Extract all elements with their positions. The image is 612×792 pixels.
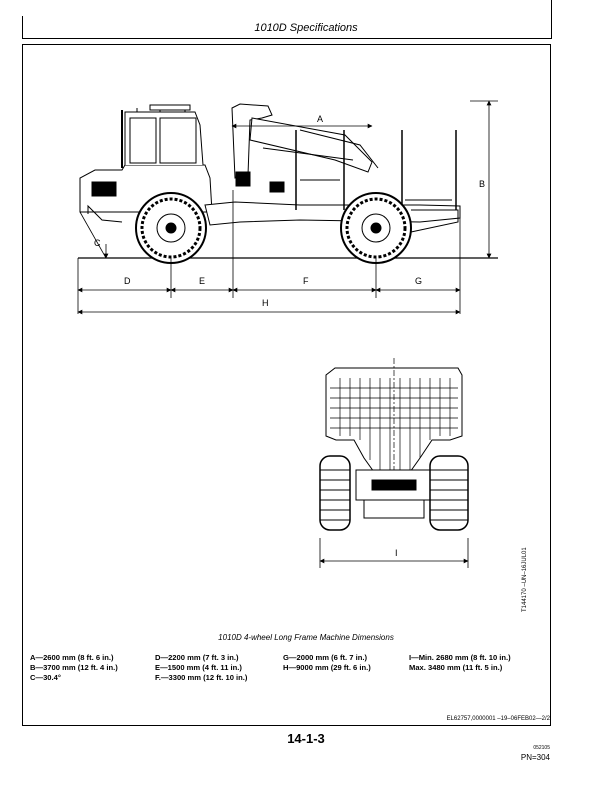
pn-number: PN=304 — [520, 753, 550, 762]
specs-column-2 — [155, 653, 247, 683]
dim-label-a: A — [317, 114, 324, 124]
dim-label-c: C — [94, 238, 101, 248]
spec-a: A—2600 mm (8 ft. 6 in.) — [30, 653, 114, 662]
dim-label-e: E — [199, 276, 206, 286]
specs-column-4 — [409, 653, 511, 673]
spec-e: E—1500 mm (4 ft. 11 in.) — [155, 663, 242, 672]
dim-label-g: G — [415, 276, 423, 286]
top-view-right-tire — [430, 456, 468, 530]
page-header-title: 1010D Specifications — [254, 22, 358, 34]
page-number: 14-1-3 — [287, 731, 325, 746]
dim-label-h: H — [262, 298, 269, 308]
figure-caption: 1010D 4-wheel Long Frame Machine Dimensions — [218, 633, 394, 642]
dim-label-f: F — [303, 276, 309, 286]
specs-column-3 — [283, 653, 371, 673]
spec-d: D—2200 mm (7 ft. 3 in.) — [155, 653, 239, 662]
dim-label-d: D — [124, 276, 131, 286]
spec-b: B—3700 mm (12 ft. 4 in.) — [30, 663, 118, 672]
small-code: 052105 — [533, 745, 550, 751]
spec-g: G—2000 mm (6 ft. 7 in.) — [283, 653, 367, 662]
spec-f: F.—3300 mm (12 ft. 10 in.) — [155, 673, 248, 682]
side-view-drawing — [78, 104, 498, 263]
rear-wheel — [341, 193, 411, 263]
spec-i-min: I—Min. 2680 mm (8 ft. 10 in.) — [409, 653, 511, 662]
figure-number: T144170 –UN–16JUL01 — [522, 547, 528, 612]
top-view-left-tire — [320, 456, 350, 530]
document-reference: EL62757,0000001 –19–06FEB02—2/2 — [446, 716, 550, 722]
dim-label-i: I — [395, 548, 398, 558]
dim-label-b: B — [479, 179, 486, 189]
spec-h: H—9000 mm (29 ft. 6 in.) — [283, 663, 371, 672]
top-view-drawing — [320, 358, 468, 568]
spec-i-max: Max. 3480 mm (11 ft. 5 in.) — [409, 663, 503, 672]
front-wheel — [136, 193, 206, 263]
spec-c: C—30.4° — [30, 673, 61, 682]
specs-column-1 — [30, 653, 118, 683]
